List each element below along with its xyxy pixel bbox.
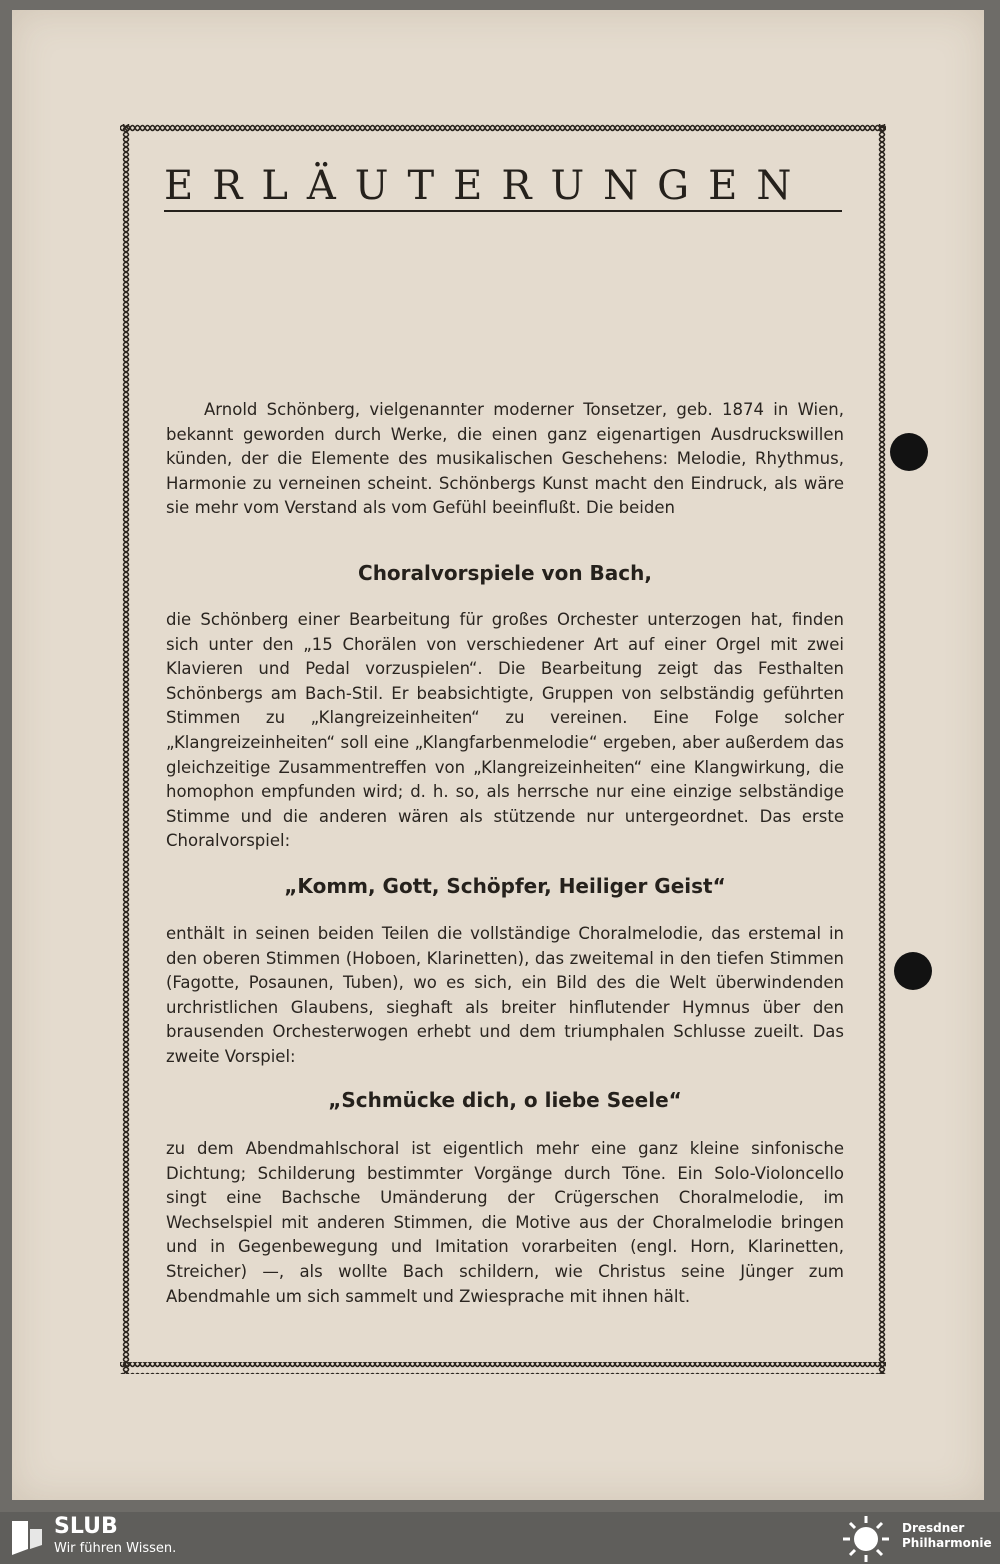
body-paragraph-1: die Schönberg einer Bearbeitung für großes Orchester unterzogen hat, finden sich unter den „15 Chorälen von verschiedener Art auf einer Orgel mit zwei Klavieren und Pedal vorzuspielen“. Die Bearbeitung zeigt das Festhalten Schönbergs am Bach-Stil. Er beabsichtigte, Gruppen von selbständig geführten Stimmen zu „Klangreizeinheiten“ zu vereinen. Eine Folge solcher „Klangreizeinheiten“ soll eine „Klangfarbenmelodie“ ergeben, aber außerdem das gleichzeitige Zusammentreffen von „Klangreizeinheiten“ eine Klangwirkung, die homophon empfunden wird; d. h. so, als herrsche nur eine einzige selbständige Stimme und die anderen wären als stützende nur untergeordnet. Das erste Choralvorspiel: bbox=[166, 610, 844, 851]
punch-hole-top bbox=[890, 433, 928, 471]
slub-logo-icon[interactable] bbox=[10, 1519, 44, 1557]
philharmonie-logo-icon[interactable] bbox=[840, 1514, 892, 1564]
slub-name[interactable]: SLUB bbox=[54, 1514, 118, 1539]
body-paragraph-3: zu dem Abendmahlschoral ist eigentlich mehr eine ganz kleine sinfonische Dichtung; Schilderung bestimmter Vorgänge durch Töne. Ein Solo-Violoncello singt eine Bachsche Umänderung der Crügerschen Choralmelodie, im Wechselspiel mit anderen Stimmen, die Motive aus der Choralmelodie bringen und in Gegenbewegung und Imitation vorarbeiten (engl. Horn, Klarinetten, Streicher) —, als wollte Bach schildern, wie Christus seine Jünger zum Abendmahle um sich sammelt und Zwiesprache mit ihnen hält. bbox=[166, 1139, 844, 1306]
section-heading-komm-gott: „Komm, Gott, Schöpfer, Heiliger Geist“ bbox=[284, 874, 726, 898]
section-heading-schmuecke-dich: „Schmücke dich, o liebe Seele“ bbox=[328, 1088, 682, 1112]
footer-bar bbox=[0, 1512, 1000, 1564]
section-heading-choralvorspiele: Choralvorspiele von Bach, bbox=[358, 561, 652, 585]
punch-hole-bottom bbox=[894, 952, 932, 990]
body-paragraph-2: enthält in seinen beiden Teilen die vollständige Choralmelodie, das erstemal in den oberen Stimmen (Hoboen, Klarinetten), das zweitemal in den tiefen Stimmen (Fagotte, Posaunen, Tuben), wo es sich, ein Bild des die Welt überwindenden urchristlichen Glaubens, sieghaft als breiter hinflutender Hymnus über den brausenden Orchesterwogen erhebt und dem triumphalen Schlusse zueilt. Das zweite Vorspiel: bbox=[166, 924, 844, 1066]
partner-name-line2: Philharmonie bbox=[902, 1536, 992, 1550]
intro-paragraph: Arnold Schönberg, vielgenannter moderner Tonsetzer, geb. 1874 in Wien, bekannt geworden durch Werke, die einen ganz eigenartigen Ausdruckswillen künden, der die Elemente des musikalischen Geschehens: Melodie, Rhythmus, Harmonie zu verneinen scheint. Schönbergs Kunst macht den Eindruck, als wäre sie mehr vom Verstand als vom Gefühl beeinflußt. Die beiden bbox=[166, 400, 844, 518]
slub-tagline: Wir führen Wissen. bbox=[54, 1541, 177, 1556]
partner-name-line1: Dresdner bbox=[902, 1521, 965, 1535]
page-title: ERLÄUTERUNGEN bbox=[164, 163, 811, 209]
title-underline bbox=[164, 210, 842, 212]
